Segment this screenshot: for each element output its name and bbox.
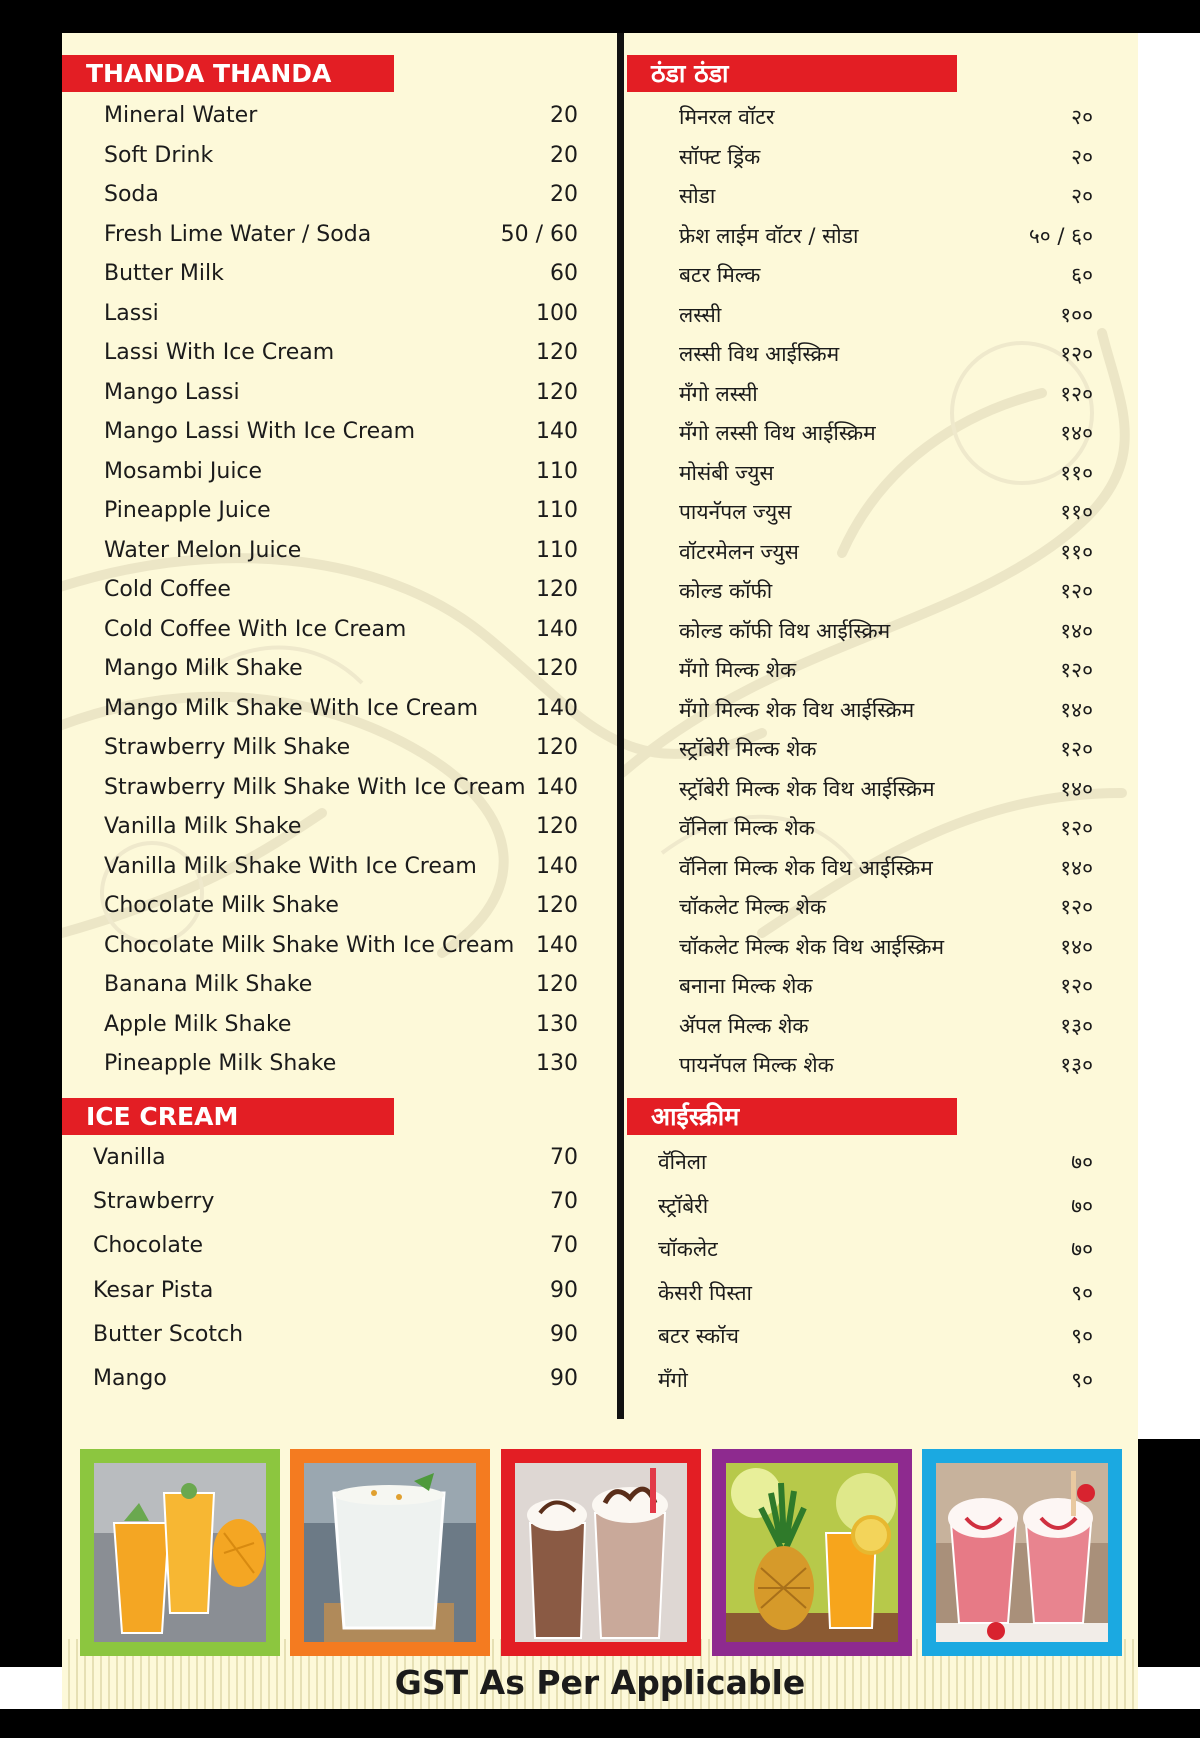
menu-item-row xyxy=(93,1322,578,1347)
menu-item-row xyxy=(679,933,1093,961)
menu-item-name: Mango Milk Shake xyxy=(104,656,303,681)
menu-item-name: फ्रेश लाईम वॉटर / सोडा xyxy=(679,223,859,248)
menu-item-price: ११० xyxy=(1060,500,1093,524)
menu-item-name: मँगो लस्सी विथ आईस्क्रिम xyxy=(679,421,876,445)
menu-item-price: १४० xyxy=(1060,855,1093,880)
menu-item-row xyxy=(104,577,578,602)
menu-item-row xyxy=(658,1322,1093,1350)
menu-item-name: वॉटरमेलन ज्युस xyxy=(679,539,799,564)
menu-item-row xyxy=(679,814,1093,842)
menu-item-row xyxy=(104,814,578,839)
menu-item-price: 100 xyxy=(536,300,578,326)
menu-item-row xyxy=(93,1278,578,1303)
menu-item-name: वॅनिला मिल्क शेक xyxy=(679,816,815,840)
menu-item-name: Soda xyxy=(104,182,159,207)
menu-item-row xyxy=(104,893,578,918)
menu-item-row xyxy=(104,972,578,997)
menu-item-name: बटर मिल्क xyxy=(679,263,761,287)
menu-item-row xyxy=(104,143,578,168)
menu-item-name: मँगो मिल्क शेक xyxy=(679,658,797,682)
menu-item-price: ९० xyxy=(1071,1280,1093,1305)
menu-item-price: 140 xyxy=(536,774,578,800)
menu-item-row xyxy=(679,735,1093,763)
menu-item-price: २० xyxy=(1071,105,1093,129)
menu-item-row xyxy=(679,972,1093,1000)
menu-item-price: 120 xyxy=(536,656,578,681)
menu-item-price: 140 xyxy=(536,616,578,642)
menu-item-name: पायनॅपल ज्युस xyxy=(679,500,792,524)
menu-item-name: Vanilla xyxy=(93,1145,166,1170)
menu-item-name: Banana Milk Shake xyxy=(104,972,313,997)
menu-item-name: Mango Lassi xyxy=(104,379,240,405)
menu-item-price: 120 xyxy=(536,379,578,405)
menu-item-name: Lassi xyxy=(104,300,159,326)
menu-item-row xyxy=(679,538,1093,566)
menu-item-price: १२० xyxy=(1060,342,1093,366)
menu-item-price: 120 xyxy=(536,814,578,839)
mango-juice-icon xyxy=(94,1463,266,1642)
photo-pineapple-juice xyxy=(712,1449,912,1656)
menu-item-row xyxy=(679,656,1093,684)
menu-item-row xyxy=(679,103,1093,131)
menu-item-row xyxy=(93,1233,578,1258)
menu-item-price: ७० xyxy=(1071,1193,1093,1218)
menu-item-name: Pineapple Juice xyxy=(104,498,271,523)
menu-item-name: चॉकलेट मिल्क शेक xyxy=(679,895,827,919)
menu-item-price: ७० xyxy=(1071,1237,1093,1261)
menu-item-row xyxy=(104,656,578,681)
menu-item-row xyxy=(679,1051,1093,1079)
menu-item-name: Fresh Lime Water / Soda xyxy=(104,221,372,247)
menu-item-price: १३० xyxy=(1060,1053,1093,1077)
menu-item-price: 130 xyxy=(536,1011,578,1037)
menu-item-name: कोल्ड कॉफी xyxy=(679,579,773,603)
menu-item-row xyxy=(679,459,1093,487)
menu-item-row xyxy=(104,459,578,484)
menu-item-price: 60 xyxy=(550,261,578,286)
menu-item-row xyxy=(658,1366,1093,1394)
menu-item-price: १४० xyxy=(1060,776,1093,801)
menu-item-price: २० xyxy=(1071,144,1093,169)
header-icecream-en: ICE CREAM xyxy=(62,1098,394,1135)
menu-item-name: पायनॅपल मिल्क शेक xyxy=(679,1053,834,1077)
menu-item-price: १४० xyxy=(1060,618,1093,643)
menu-item-price: 70 xyxy=(550,1189,578,1215)
menu-item-name: स्ट्रॉबेरी xyxy=(658,1193,709,1218)
photo-strawberry-shake xyxy=(922,1449,1122,1656)
menu-item-name: Cold Coffee xyxy=(104,577,231,602)
menu-item-price: ११० xyxy=(1060,539,1093,564)
menu-item-name: Butter Scotch xyxy=(93,1321,244,1347)
menu-item-name: मँगो लस्सी xyxy=(679,381,758,406)
menu-item-name: Apple Milk Shake xyxy=(104,1011,292,1037)
menu-item-name: मोसंबी ज्युस xyxy=(679,460,774,485)
menu-item-row xyxy=(104,498,578,523)
right-margin xyxy=(1138,33,1200,1439)
menu-item-price: 120 xyxy=(536,577,578,602)
menu-item-price: 110 xyxy=(536,458,578,484)
menu-item-name: ॲपल मिल्क शेक xyxy=(679,1013,809,1038)
menu-item-name: Mineral Water xyxy=(104,103,258,128)
menu-item-row xyxy=(679,380,1093,408)
menu-item-price: 110 xyxy=(536,537,578,563)
menu-item-name: चॉकलेट मिल्क शेक विथ आईस्क्रिम xyxy=(679,934,945,959)
menu-item-row xyxy=(679,854,1093,882)
menu-item-price: 20 xyxy=(550,103,578,128)
menu-item-name: Pineapple Milk Shake xyxy=(104,1051,337,1076)
menu-item-name: Strawberry xyxy=(93,1189,215,1215)
menu-item-row xyxy=(104,1051,578,1076)
menu-item-name: स्ट्रॉबेरी मिल्क शेक xyxy=(679,737,817,761)
menu-item-name: लस्सी विथ आईस्क्रिम xyxy=(679,342,840,366)
menu-item-price: १३० xyxy=(1060,1013,1093,1038)
menu-item-row xyxy=(658,1235,1093,1263)
menu-item-price: १२० xyxy=(1060,895,1093,919)
menu-item-name: बनाना मिल्क शेक xyxy=(679,974,813,998)
menu-item-row xyxy=(104,261,578,286)
menu-item-row xyxy=(658,1279,1093,1307)
menu-item-row xyxy=(104,419,578,444)
menu-item-price: 110 xyxy=(536,498,578,523)
menu-item-row xyxy=(679,775,1093,803)
menu-item-price: १२० xyxy=(1060,579,1093,603)
menu-item-row xyxy=(104,735,578,760)
menu-item-price: 140 xyxy=(536,419,578,444)
menu-item-price: 120 xyxy=(536,735,578,760)
menu-item-row xyxy=(679,222,1093,250)
menu-item-name: चॉकलेट xyxy=(658,1237,718,1261)
menu-item-name: Mango xyxy=(93,1366,167,1391)
menu-item-row xyxy=(658,1192,1093,1220)
menu-item-row xyxy=(104,103,578,128)
menu-item-price: 120 xyxy=(536,972,578,997)
menu-item-name: Vanilla Milk Shake With Ice Cream xyxy=(104,853,477,879)
menu-item-price: १४० xyxy=(1060,697,1093,722)
menu-item-price: ७० xyxy=(1071,1150,1093,1174)
menu-item-price: १२० xyxy=(1060,381,1093,406)
menu-item-price: ११० xyxy=(1060,460,1093,485)
menu-item-price: 130 xyxy=(536,1051,578,1076)
menu-item-name: मिनरल वॉटर xyxy=(679,105,775,129)
menu-item-name: लस्सी xyxy=(679,302,722,327)
chocolate-shake-icon xyxy=(515,1463,687,1642)
header-thanda-mr: ठंडा ठंडा xyxy=(627,55,957,92)
menu-item-price: 140 xyxy=(536,853,578,879)
gst-note: GST As Per Applicable xyxy=(394,1663,806,1702)
menu-item-price: 20 xyxy=(550,142,578,168)
menu-item-row xyxy=(104,182,578,207)
menu-item-price: 90 xyxy=(550,1366,578,1391)
strawberry-shake-icon xyxy=(936,1463,1108,1642)
menu-item-name: Mango Lassi With Ice Cream xyxy=(104,419,416,444)
menu-item-price: 120 xyxy=(536,340,578,365)
menu-item-row xyxy=(679,340,1093,368)
menu-item-price: 70 xyxy=(550,1145,578,1170)
menu-item-row xyxy=(104,617,578,642)
menu-item-price: १४० xyxy=(1060,421,1093,445)
menu-item-name: स्ट्रॉबेरी मिल्क शेक विथ आईस्क्रिम xyxy=(679,776,935,801)
header-thanda-en: THANDA THANDA xyxy=(62,55,394,92)
menu-item-row xyxy=(679,301,1093,329)
menu-item-row xyxy=(104,933,578,958)
menu-item-name: Water Melon Juice xyxy=(104,537,302,563)
menu-item-row xyxy=(679,143,1093,171)
menu-item-row xyxy=(679,498,1093,526)
menu-item-name: Chocolate xyxy=(93,1233,204,1259)
menu-item-price: 20 xyxy=(550,182,578,207)
menu-item-price: 70 xyxy=(550,1233,578,1259)
menu-item-price: १२० xyxy=(1060,974,1093,998)
menu-item-row xyxy=(679,696,1093,724)
menu-item-name: Butter Milk xyxy=(104,261,224,286)
menu-item-row xyxy=(104,696,578,721)
menu-item-row xyxy=(679,261,1093,289)
menu-item-name: Strawberry Milk Shake xyxy=(104,735,351,760)
menu-item-row xyxy=(679,893,1093,921)
column-divider xyxy=(617,33,624,1419)
menu-item-name: मँगो xyxy=(658,1367,688,1392)
menu-item-row xyxy=(104,222,578,247)
photo-mango-juice xyxy=(80,1449,280,1656)
menu-item-name: Strawberry Milk Shake With Ice Cream xyxy=(104,774,526,800)
menu-item-name: बटर स्कॉच xyxy=(658,1324,739,1348)
menu-item-name: केसरी पिस्ता xyxy=(658,1280,752,1305)
menu-item-name: वॅनिला xyxy=(658,1150,707,1174)
photo-chocolate-shake xyxy=(501,1449,701,1656)
photo-lassi xyxy=(290,1449,490,1656)
menu-item-row xyxy=(104,775,578,800)
menu-item-name: Soft Drink xyxy=(104,142,214,168)
menu-item-price: 120 xyxy=(536,893,578,918)
menu-item-name: Mosambi Juice xyxy=(104,458,263,484)
menu-item-name: सॉफ्ट ड्रिंक xyxy=(679,144,761,169)
menu-item-row xyxy=(93,1189,578,1214)
menu-item-row xyxy=(93,1145,578,1170)
menu-item-row xyxy=(104,854,578,879)
menu-item-name: Kesar Pista xyxy=(93,1277,214,1303)
menu-item-row xyxy=(679,419,1093,447)
menu-item-price: १२० xyxy=(1060,658,1093,682)
menu-item-name: Chocolate Milk Shake xyxy=(104,893,339,918)
menu-item-name: सोडा xyxy=(679,184,716,208)
menu-item-price: २० xyxy=(1071,184,1093,208)
menu-item-name: Vanilla Milk Shake xyxy=(104,814,302,839)
menu-item-price: 90 xyxy=(550,1277,578,1303)
menu-item-price: १२० xyxy=(1060,816,1093,840)
menu-item-price: ९० xyxy=(1071,1324,1093,1348)
menu-item-row xyxy=(679,617,1093,645)
menu-item-row xyxy=(104,1012,578,1037)
menu-item-row xyxy=(679,1012,1093,1040)
menu-item-name: Chocolate Milk Shake With Ice Cream xyxy=(104,932,515,958)
menu-item-row xyxy=(679,182,1093,210)
menu-item-name: Cold Coffee With Ice Cream xyxy=(104,616,407,642)
menu-item-row xyxy=(104,380,578,405)
menu-item-name: Mango Milk Shake With Ice Cream xyxy=(104,695,479,721)
menu-item-name: मँगो मिल्क शेक विथ आईस्क्रिम xyxy=(679,697,915,722)
menu-item-price: १४० xyxy=(1060,934,1093,959)
menu-item-row xyxy=(658,1148,1093,1176)
menu-item-name: Lassi With Ice Cream xyxy=(104,340,335,365)
menu-item-price: १२० xyxy=(1060,737,1093,761)
pineapple-juice-icon xyxy=(726,1463,898,1642)
menu-item-name: वॅनिला मिल्क शेक विथ आईस्क्रिम xyxy=(679,855,933,880)
menu-item-price: 140 xyxy=(536,695,578,721)
menu-item-price: ६० xyxy=(1071,263,1093,287)
menu-item-row xyxy=(104,538,578,563)
menu-item-row xyxy=(93,1366,578,1391)
menu-item-row xyxy=(679,577,1093,605)
menu-item-price: १०० xyxy=(1060,302,1093,327)
menu-item-price: 90 xyxy=(550,1321,578,1347)
menu-item-row xyxy=(104,301,578,326)
menu-item-price: 140 xyxy=(536,932,578,958)
menu-item-price: 50 / 60 xyxy=(500,221,578,247)
menu-item-price: ५० / ६० xyxy=(1028,223,1093,248)
lassi-icon xyxy=(304,1463,476,1642)
menu-item-name: कोल्ड कॉफी विथ आईस्क्रिम xyxy=(679,618,891,643)
menu-item-row xyxy=(104,340,578,365)
header-icecream-mr: आईस्क्रीम xyxy=(627,1098,957,1135)
menu-item-price: ९० xyxy=(1071,1367,1093,1392)
